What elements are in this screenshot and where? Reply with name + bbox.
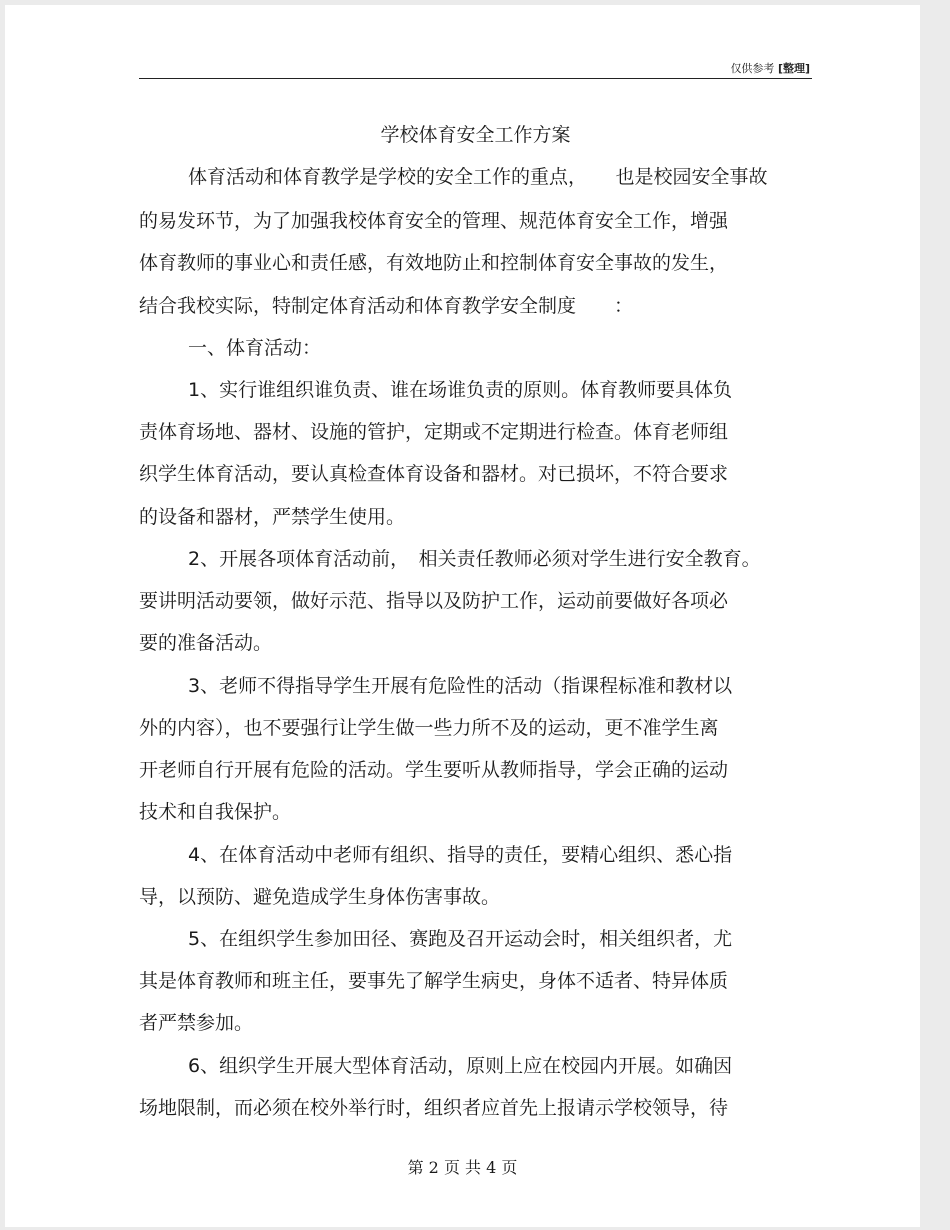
paragraph-line: 结合我校实际，特制定体育活动和体育教学安全制度 ： — [139, 295, 634, 317]
page-number-footer: 第 2 页 共 4 页 — [407, 1158, 518, 1177]
paragraph-line: 6、组织学生开展大型体育活动，原则上应在校园内开展。如确因 — [188, 1055, 733, 1077]
header-note-text: 仅供参考 — [730, 62, 775, 75]
header-note — [730, 60, 810, 76]
paragraph-line: 技术和自我保护。 — [139, 801, 292, 823]
paragraph-line: 其是体育教师和班主任，要事先了解学生病史，身体不适者、特异体质 — [139, 970, 729, 992]
paragraph-line: 2、开展各项体育活动前， 相关责任教师必须对学生进行安全教育。 — [188, 548, 761, 570]
paragraph-line: 的易发环节，为了加强我校体育安全的管理、规范体育安全工作，增强 — [139, 210, 729, 232]
header-tag: [整理] — [777, 62, 810, 75]
paragraph-line: 织学生体育活动，要认真检查体育设备和器材。对已损坏，不符合要求 — [139, 463, 729, 485]
paragraph-line: 者严禁参加。 — [139, 1012, 254, 1034]
paragraph-line: 体育活动和体育教学是学校的安全工作的重点， 也是校园安全事故 — [188, 166, 768, 188]
paragraph-line: 体育教师的事业心和责任感，有效地防止和控制体育安全事故的发生， — [139, 252, 729, 274]
document-title: 学校体育安全工作方案 — [380, 124, 571, 146]
document-page — [5, 5, 920, 1227]
paragraph-line: 1、实行谁组织谁负责、谁在场谁负责的原则。体育教师要具体负 — [188, 379, 733, 401]
paragraph-line: 3、老师不得指导学生开展有危险性的活动（指课程标准和教材以 — [188, 675, 733, 697]
paragraph-line: 4、在体育活动中老师有组织、指导的责任，要精心组织、悉心指 — [188, 844, 733, 866]
paragraph-line: 场地限制，而必须在校外举行时，组织者应首先上报请示学校领导，待 — [139, 1097, 729, 1119]
paragraph-line: 的设备和器材，严禁学生使用。 — [139, 506, 406, 528]
paragraph-line: 导，以预防、避免造成学生身体伤害事故。 — [139, 886, 501, 908]
paragraph-line: 5、在组织学生参加田径、赛跑及召开运动会时，相关组织者，尤 — [188, 928, 733, 950]
paragraph-line: 责体育场地、器材、设施的管护，定期或不定期进行检查。体育老师组 — [139, 421, 729, 443]
paragraph-line: 要讲明活动要领，做好示范、指导以及防护工作，运动前要做好各项必 — [139, 590, 729, 612]
paragraph-line: 外的内容），也不要强行让学生做一些力所不及的运动，更不准学生离 — [139, 717, 719, 739]
section-heading: 一、体育活动： — [188, 337, 322, 359]
paragraph-line: 开老师自行开展有危险的活动。学生要听从教师指导，学会正确的运动 — [139, 759, 729, 781]
header-rule — [139, 78, 812, 79]
paragraph-line: 要的准备活动。 — [139, 632, 273, 654]
